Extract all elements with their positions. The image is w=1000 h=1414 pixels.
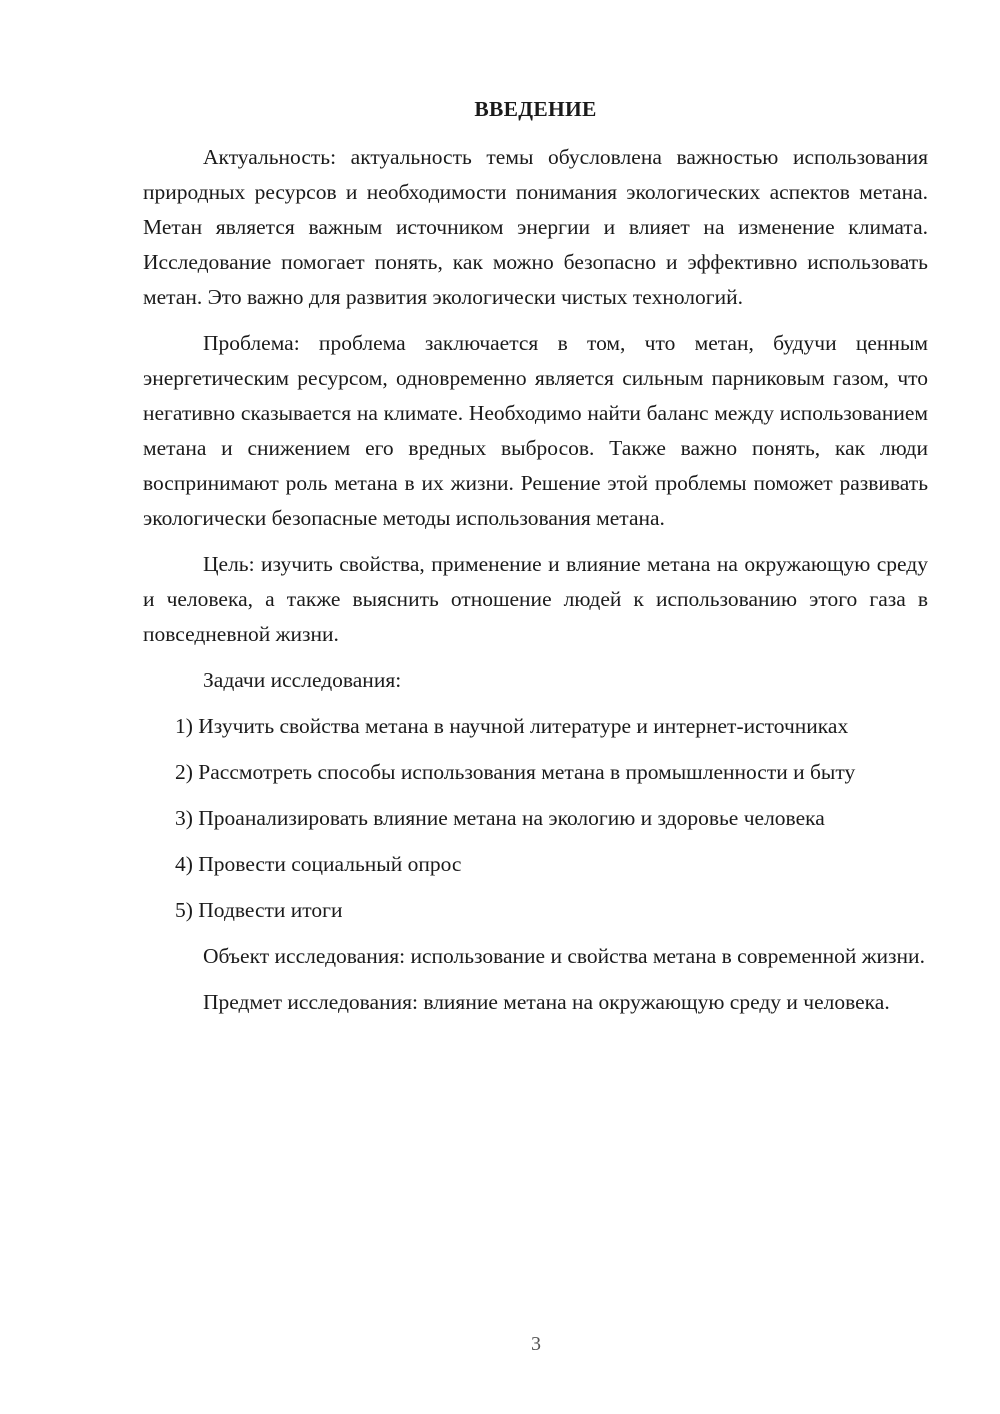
document-page: [143, 92, 928, 1031]
page-number: 3: [531, 1333, 541, 1355]
subject-paragraph: Предмет исследования: влияние метана на окружающую среду и человека.: [203, 990, 890, 1014]
goal-paragraph: Цель: изучить свойства, применение и влияние метана на окружающую среду и человека, а также выяснить отношение людей к использованию этого газа в повседневной жизни.: [143, 552, 928, 646]
relevance-paragraph: Актуальность: актуальность темы обусловлена важностью использования природных ресурсов и необходимости понимания экологических аспектов метана. Метан является важным источником энергии и влияет на изменение климата. Исследование помогает понять, как можно безопасно и эффективно использовать метан. Это важно для развития экологически чистых технологий.: [143, 145, 928, 309]
tasks-heading: Задачи исследования:: [203, 668, 402, 692]
task-item-5: 5) Подвести итоги: [175, 898, 343, 922]
task-item-3: 3) Проанализировать влияние метана на экологию и здоровье человека: [175, 806, 825, 830]
task-item-4: 4) Провести социальный опрос: [175, 852, 462, 876]
task-item-1: 1) Изучить свойства метана в научной литературе и интернет-источниках: [175, 714, 849, 738]
page-title: ВВЕДЕНИЕ: [474, 97, 597, 121]
object-paragraph: Объект исследования: использование и свойства метана в современной жизни.: [203, 944, 925, 968]
problem-paragraph: Проблема: проблема заключается в том, что метан, будучи ценным энергетическим ресурсом, одновременно является сильным парниковым газом, что негативно сказывается на климате. Необходимо найти баланс между использованием метана и снижением его вредных выбросов. Также важно понять, как люди воспринимают роль метана в их жизни. Решение этой проблемы поможет развивать экологически безопасные методы использования метана.: [143, 331, 928, 530]
task-item-2: 2) Рассмотреть способы использования метана в промышленности и быту: [175, 760, 856, 784]
